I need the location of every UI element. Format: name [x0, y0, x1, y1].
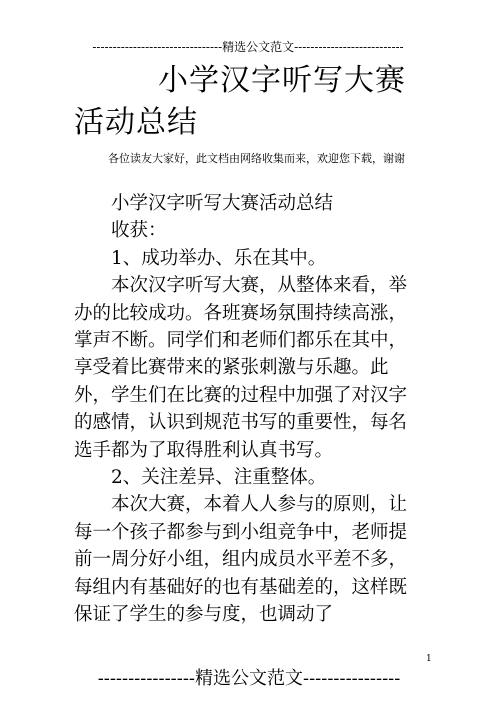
page-number: 1 [426, 654, 432, 664]
title-line-2: 活动总结 [74, 105, 198, 140]
section-label: 收获： [111, 220, 167, 242]
heading-1: 1、成功举办、乐在其中。 [111, 247, 327, 269]
document-body [74, 190, 424, 629]
heading-2: 2、关注差异、注重整体。 [111, 467, 327, 489]
title-line-1: 小学汉字听写大赛 [158, 63, 406, 98]
page-footer: ----------------精选公文范文---------------- [97, 668, 401, 689]
body-subtitle: 小学汉字听写大赛活动总结 [111, 193, 334, 214]
document-title [74, 60, 434, 144]
download-note: 各位读友大家好，此文档由网络收集而来，欢迎您下载，谢谢 [108, 152, 405, 165]
paragraph-2: 本次大赛，本着人人参与的原则，让每一个孩子都参与到小组竞争中，老师提前一周分好小组，组内成员水平差不多，每组内有基础好的也有基础差的，这样既保证了学生的参与度，也调动了 [74, 494, 408, 626]
paragraph-1: 本次汉字听写大赛，从整体来看，举办的比较成功。各班赛场氛围持续高涨，掌声不断。同学们和老师们都乐在其中，享受着比赛带来的紧张刺激与乐趣。此外，学生们在比赛的过程中加强了对汉字的感情，认识到规范书写的重要性，每名选手都为了取得胜利认真书写。 [74, 275, 408, 461]
page-header: --------------------------------精选公文范文--------------------------- [92, 40, 404, 54]
